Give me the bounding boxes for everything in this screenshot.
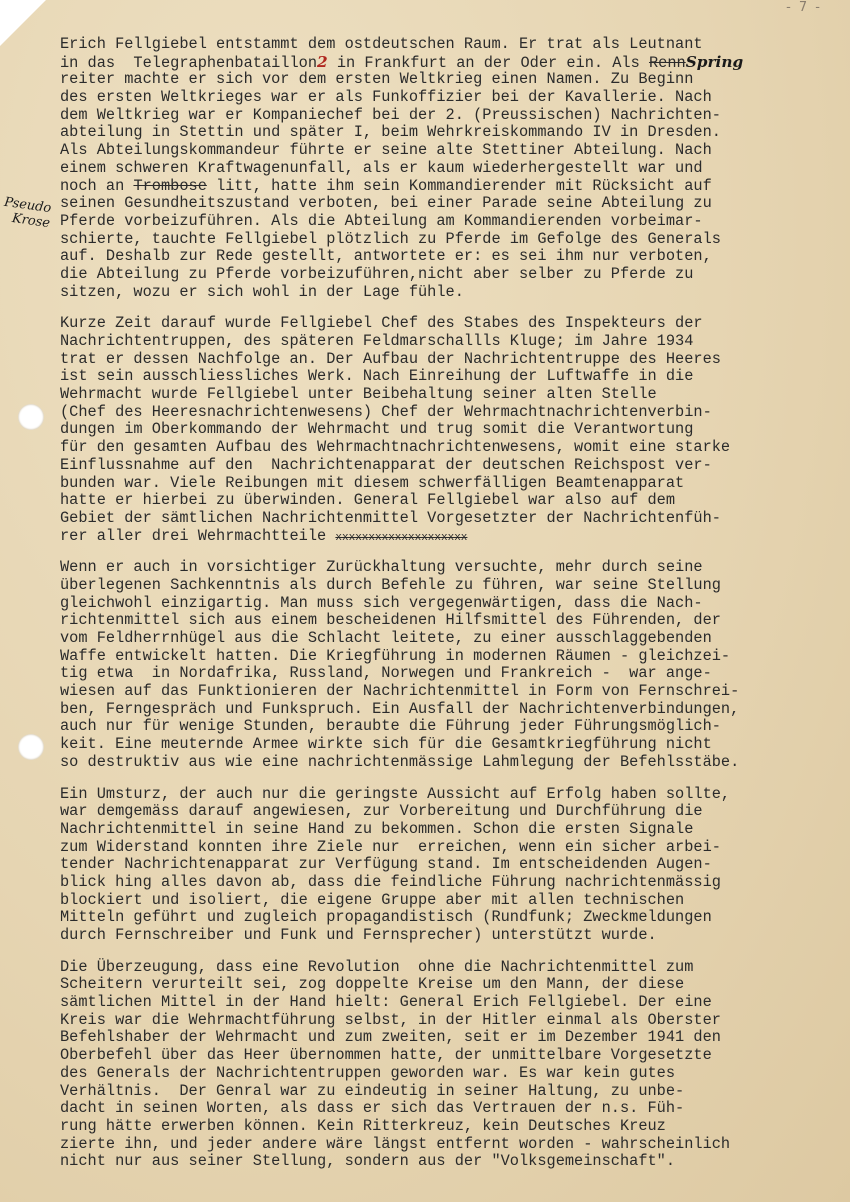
text-line: Wehrmacht wurde Fellgiebel unter Beibehaltung seiner alten Stelle [60, 385, 657, 404]
text-line: trat er dessen Nachfolge an. Der Aufbau der Nachrichtentruppe des Heeres [60, 349, 721, 368]
text-line: Verhältnis. Der Genral war zu eindeutig in seiner Haltung, zu unbe- [60, 1081, 685, 1100]
text-line: sitzen, wozu er sich wohl in der Lage fühle. [60, 282, 464, 301]
text-line: tig etwa in Nordafrika, Russland, Norwegen und Frankreich - war ange- [60, 664, 712, 683]
struck-word: Renn [648, 53, 686, 72]
line-segment: noch an [60, 176, 125, 195]
text-line: die Abteilung zu Pferde vorbeizuführen,nicht aber selber zu Pferde zu [60, 264, 694, 283]
text-line: auf. Deshalb zur Rede gestellt, antwortete er: es sei ihm nur verboten, [60, 247, 712, 266]
paragraph-4 [60, 786, 848, 945]
text-line: Gebiet der sämtlichen Nachrichtenmittel Vorgesetzter der Nachrichtenfüh- [60, 508, 721, 527]
text-line: einem schweren Kraftwagenunfall, als er kaum wiederhergestellt war und [60, 158, 703, 177]
text-line: reiter machte er sich vor dem ersten Weltkrieg einen Namen. Zu Beginn [60, 70, 694, 89]
text-line: nicht nur aus seiner Stellung, sondern aus der "Volksgemeinschaft". [60, 1152, 676, 1171]
text-line: wiesen auf das Funktionieren der Nachrichtenmittel in Form von Fernschrei- [60, 682, 740, 701]
margin-note-line: Krose [11, 211, 51, 232]
crossed-out-text: xxxxxxxxxxxxxxxxxxxx [335, 531, 468, 544]
text-line: Die Überzeugung, dass eine Revolution ohne die Nachrichtenmittel zum [60, 957, 694, 976]
text-line: Als Abteilungskommandeur führte er seine alte Stettiner Abteilung. Nach [60, 141, 712, 160]
text-line: blockiert und isoliert, die eigene Gruppe aber mit allen technischen [60, 890, 685, 909]
text-line: gleichwohl einzigartig. Man muss sich vergegenwärtigen, dass die Nach- [60, 593, 703, 612]
text-line: auch nur für wenige Stunden, beraubte die Führung jeder Führungsmöglich- [60, 717, 721, 736]
text-line: zum Widerstand konnten ihre Ziele nur erreichen, wenn ein sicher arbei- [60, 837, 721, 856]
text-line: richtenmittel sich aus einem bescheidenen Hilfsmittel des Führenden, der [60, 611, 721, 630]
text-line: Mitteln geführt und zugleich propagandistisch (Rundfunk; Zweckmeldungen [60, 908, 712, 927]
text-line: des ersten Weltkrieges war er als Funkoffizier bei der Kavallerie. Nach [60, 88, 712, 107]
text-line: Waffe entwickelt hatten. Die Kriegführung in modernen Räumen - gleichzei- [60, 646, 731, 665]
text-line: schierte, tauchte Fellgiebel plötzlich zu Pferde im Gefolge des Generals [60, 229, 721, 248]
text-line: Erich Fellgiebel entstammt dem ostdeutschen Raum. Er trat als Leutnant [60, 35, 703, 53]
punch-hole-lower [18, 734, 44, 760]
handwritten-margin-note [1, 195, 53, 231]
text-line: dacht in seinen Worten, als dass er sich das Vertrauen der n.s. Füh- [60, 1099, 685, 1118]
handwritten-insert-two: 2 [317, 52, 328, 71]
text-line: blick hing alles davon ab, dass die feindliche Führung nachrichtenmässig [60, 872, 721, 891]
text-line: hatte er hierbei zu überwinden. General Fellgiebel war also auf dem [60, 491, 676, 510]
text-line: Ein Umsturz, der auch nur die geringste Aussicht auf Erfolg haben sollte, [60, 784, 731, 803]
text-line: keit. Eine meuternde Armee wirkte sich für die Gesamtkriegführung nicht [60, 735, 712, 754]
text-line: sämtlichen Mittel in der Hand hielt: General Erich Fellgiebel. Der eine [60, 993, 712, 1012]
text-line: Scheitern verurteilt sei, zog doppelte Kreise um den Mann, der diese [60, 975, 685, 994]
text-line: war demgemäss darauf angewiesen, zur Vorbereitung und Durchführung die [60, 802, 703, 821]
text-line: seinen Gesundheitszustand verboten, bei einer Parade seine Abteilung zu [60, 194, 712, 213]
line-segment: in Frankfurt an der Oder ein. Als [327, 53, 649, 72]
page-number: - 7 - [786, 0, 822, 15]
text-line: dungen im Oberkommando der Wehrmacht und trug somit die Verantwortung [60, 420, 694, 439]
struck-word: Trombose [133, 176, 207, 195]
paragraph-2 [60, 315, 848, 545]
handwritten-insert-spring: Spring [685, 52, 744, 71]
text-line: Kreis war die Wehrmachtführung selbst, in der Hitler einmal als Oberster [60, 1010, 721, 1029]
paragraph-1 [60, 36, 848, 301]
text-line: ist sein ausschliessliches Werk. Nach Einreihung der Luftwaffe in die [60, 367, 694, 386]
text-line: Nachrichtentruppen, des späteren Feldmarschallls Kluge; im Jahre 1934 [60, 332, 694, 350]
text-line: Befehlshaber der Wehrmacht und zum zweiten, seit er im Dezember 1941 den [60, 1028, 721, 1047]
margin-note-line: Pseudo [3, 194, 53, 217]
text-line: vom Feldherrnhügel aus die Schlacht leitete, zu einer ausschlaggebenden [60, 629, 712, 647]
text-line: Oberbefehl über das Heer übernommen hatte, der unmittelbare Vorgesetzte [60, 1046, 712, 1065]
text-line: überlegenen Sachkenntnis als durch Befehle zu führen, war seine Stellung [60, 575, 721, 594]
torn-corner [0, 0, 46, 46]
text-line: dem Weltkrieg war er Kompaniechef bei der 2. (Preussischen) Nachrichten- [60, 105, 721, 124]
text-line: Wenn er auch in vorsichtiger Zurückhaltung versuchte, mehr durch seine [60, 558, 703, 577]
text-line: durch Fernschreiber und Funk und Fernsprecher) unterstützt wurde. [60, 926, 657, 944]
line-segment: litt, hatte ihm sein Kommandierender mit Rücksicht auf [206, 176, 712, 195]
text-line: für den gesamten Aufbau des Wehrmachtnachrichtenwesens, womit eine starke [60, 438, 731, 457]
text-line: rung hätte erwerben können. Kein Ritterkreuz, kein Deutsches Kreuz [60, 1116, 666, 1135]
text-line: Nachrichtenmittel in seine Hand zu bekommen. Schon die ersten Signale [60, 819, 694, 838]
line-segment: in das Telegraphenbataillon [60, 53, 318, 72]
paragraph-3 [60, 559, 848, 771]
text-line [60, 528, 848, 546]
text-line: zierte ihn, und jeder andere wäre längst entfernt worden - wahrscheinlich [60, 1134, 731, 1153]
paragraph-5 [60, 959, 848, 1171]
punch-hole-upper [18, 404, 44, 430]
text-line [60, 178, 848, 196]
text-line: Einflussnahme auf den Nachrichtenapparat der deutschen Reichspost ver- [60, 455, 712, 474]
typed-text-body [60, 36, 848, 1185]
text-line: tender Nachrichtenapparat zur Verfügung stand. Im entscheidenden Augen- [60, 855, 712, 874]
text-line: (Chef des Heeresnachrichtenwesens) Chef der Wehrmachtnachrichtenverbin- [60, 402, 712, 421]
text-line: so destruktiv aus wie eine nachrichtenmässige Lahmlegung der Befehlsstäbe. [60, 752, 740, 771]
text-line [60, 54, 848, 72]
text-line: bunden war. Viele Reibungen mit diesem schwerfälligen Beamtenapparat [60, 473, 685, 492]
text-line: ben, Ferngespräch und Funkspruch. Ein Ausfall der Nachrichtenverbindungen, [60, 699, 740, 718]
text-line: des Generals der Nachrichtentruppen geworden war. Es war kein gutes [60, 1063, 676, 1082]
line-segment: rer aller drei Wehrmachtteile [60, 526, 336, 545]
text-line: Kurze Zeit darauf wurde Fellgiebel Chef des Stabes des Inspekteurs der [60, 314, 703, 333]
text-line: abteilung in Stettin und später I, beim Wehrkreiskommando IV in Dresden. [60, 123, 721, 142]
text-line: Pferde vorbeizuführen. Als die Abteilung am Kommandierenden vorbeimar- [60, 211, 703, 230]
